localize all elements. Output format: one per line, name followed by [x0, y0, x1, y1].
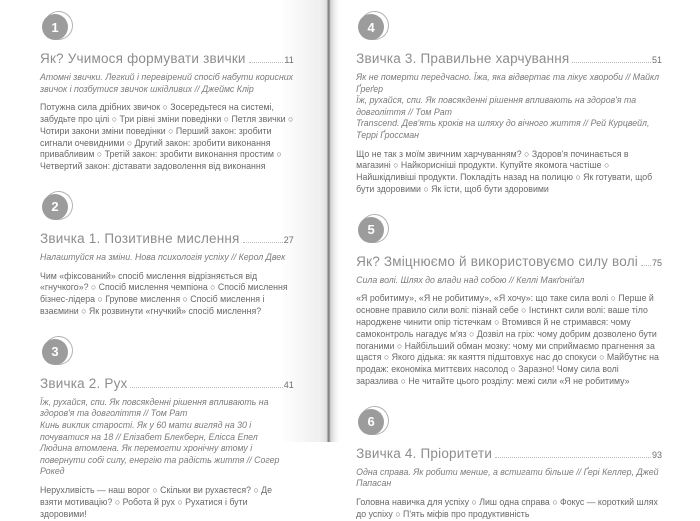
section-number: 2	[51, 199, 59, 215]
circle-number-icon	[42, 14, 68, 40]
section-number-badge	[40, 336, 294, 369]
toc-section	[40, 191, 294, 318]
dot-leader	[641, 265, 651, 266]
chapter-title-row	[40, 231, 294, 246]
book-references	[40, 72, 294, 95]
section-number: 4	[367, 19, 375, 35]
page-number: 11	[284, 55, 294, 65]
section-number-badge	[356, 11, 662, 44]
section-topics: Головна навичка для успіху ○ Лиш одна справа ○ Фокус — короткий шлях до успіху ○ П'ять міфів про продуктивність	[356, 496, 658, 519]
section-number: 6	[367, 414, 375, 430]
book-reference: Їж, рухайся, спи. Як повсякденні рішення впливають на здоров'я та довголіття // Том Рат	[40, 396, 269, 419]
book-reference: Transcend. Дев'ять кроків на шляху до вічного життя // Рей Курцвейл, Террі Ґроссман	[356, 118, 650, 140]
book-references	[40, 252, 294, 264]
left-page	[0, 0, 319, 519]
dot-leader	[243, 242, 283, 243]
circle-number-icon	[358, 14, 384, 40]
chapter-title: Звичка 3. Правильне харчування	[356, 51, 570, 66]
book-reference: Як не померти передчасно. Їжа, яка відвертає та лікує хвороби // Майкл Ґреґер	[356, 72, 660, 94]
chapter-title: Як? Зміцнюємо й використовуємо силу волі	[356, 253, 638, 269]
toc-section	[356, 214, 662, 388]
page-number: 41	[283, 379, 294, 390]
chapter-title-row	[356, 254, 662, 269]
section-topics: Чим «фіксований» спосіб мислення відрізняється від «гнучкого»? ○ Спосіб мислення чемпіона ○ Спосіб мислення бізнес-лідера ○ Групове мислення ○ Спосіб мислення і взаємини ○ Як розвинути «гнучкий» спосіб мислення?	[40, 270, 288, 316]
book-references	[356, 72, 662, 142]
section-number-badge	[40, 191, 294, 224]
book-references	[356, 275, 662, 287]
section-topics: Потужна сила дрібних звичок ○ Зосередьтеся на системі, забудьте про цілі ○ Три рівні зміни поведінки ○ Петля звички ○ Чотири закони зміни поведінки ○ Перший закон: зробити сигнали очевидними ○ Другий закон: зробити виконання привабливим ○ Третій закон: зробити виконання простим ○ Четвертий закон: діставати задоволення від виконання	[40, 102, 294, 172]
book-references	[356, 467, 662, 490]
page-number: 93	[651, 449, 662, 460]
book-reference: Кинь виклик старості. Як у 60 мати вигляд на 30 і почуватися на 18 // Елізабет Блекберн, Елісса Епел	[40, 419, 258, 442]
chapter-title-row	[356, 51, 662, 66]
chapter-title: Звичка 1. Позитивне мислення	[40, 230, 240, 246]
toc-section	[356, 11, 662, 196]
book-reference: Налаштуйся на зміни. Нова психологія успіху // Керол Двек	[40, 251, 286, 262]
section-topics: «Я робитиму», «Я не робитиму», «Я хочу»: що таке сила волі ○ Перше й основне правило сили волі: пізнай себе ○ Інстинкт сили волі: ваше тіло народжене чинити опір тістечкам ○ Втомився й не стримався: чому самоконтроль нагадує м'яз ○ Дозвіл на гріх: чому добрим дозволено бути поганими ○ Найбільший обман мозку: чому ми сприймаємо прагнення за щастя ○ Якого дідька: як каяття підштовхує нас до спокуси ○ Майбутнє на продаж: економіка миттєвих насолод ○ Заразно! Чому сила волі заразлива ○ Не читайте цього розділу: межі сили «Я не робитиму»	[356, 293, 659, 386]
book-references	[40, 397, 294, 478]
toc-section	[356, 406, 662, 521]
section-number: 1	[51, 19, 59, 35]
page-number: 51	[651, 55, 662, 65]
page-spine-shadow	[319, 0, 340, 442]
section-topics: Що не так з моїм звичним харчуванням? ○ Здоров'я починається в магазині ○ Найкорисніші продукти. Купуйте якомога частіше ○ Найшкідливіші продукти. Покладіть назад на полицю ○ Як готувати, щоб бути здоровими ○ Як їсти, щоб бути здоровими	[356, 148, 653, 194]
page-number: 27	[283, 234, 294, 245]
book-reference: Сила волі. Шлях до влади над собою // Келлі Макґоніґал	[356, 274, 585, 285]
section-number-badge	[40, 11, 294, 44]
book-reference: Одна справа. Як робити менше, а встигати більше // Ґері Келлер, Джей Папасан	[356, 466, 659, 489]
dot-leader	[130, 387, 282, 388]
toc-section	[40, 336, 294, 521]
chapter-title: Як? Учимося формувати звички	[40, 51, 246, 66]
page-number: 75	[651, 257, 662, 268]
circle-number-icon	[42, 339, 68, 365]
chapter-title-row	[356, 446, 662, 461]
chapter-title-row	[40, 51, 294, 66]
section-number-badge	[356, 406, 662, 439]
toc-section	[40, 11, 294, 173]
chapter-title-row	[40, 376, 294, 391]
book-reference: Людина втомлена. Як перемогти хронічну втому і повернути собі силу, енергію та радість життя // Согер Рокед	[40, 443, 280, 477]
book-reference: Їж, рухайся, спи. Як повсякденні рішення впливають на здоров'я та довголіття // Том Рат	[356, 95, 637, 117]
section-number: 5	[367, 222, 375, 238]
book-reference: Атомні звички. Легкий і перевірений спосіб набути корисних звичок і позбутися звичок шкідливих // Джеймс Клір	[40, 72, 294, 94]
dot-leader	[572, 62, 651, 63]
dot-leader	[495, 457, 651, 458]
section-topics: Нерухливість — наш ворог ○ Скільки ви рухаєтеся? ○ Де взяти мотивацію? ○ Робота й рух ○ Рухатися і бути здоровими!	[40, 484, 273, 519]
right-page	[340, 0, 700, 519]
dot-leader	[249, 62, 284, 63]
circle-number-icon	[42, 194, 68, 220]
circle-number-icon	[358, 217, 384, 243]
section-number: 3	[51, 344, 59, 360]
chapter-title: Звичка 2. Рух	[40, 375, 128, 391]
chapter-title: Звичка 4. Пріоритети	[356, 445, 493, 461]
circle-number-icon	[358, 409, 384, 435]
section-number-badge	[356, 214, 662, 247]
